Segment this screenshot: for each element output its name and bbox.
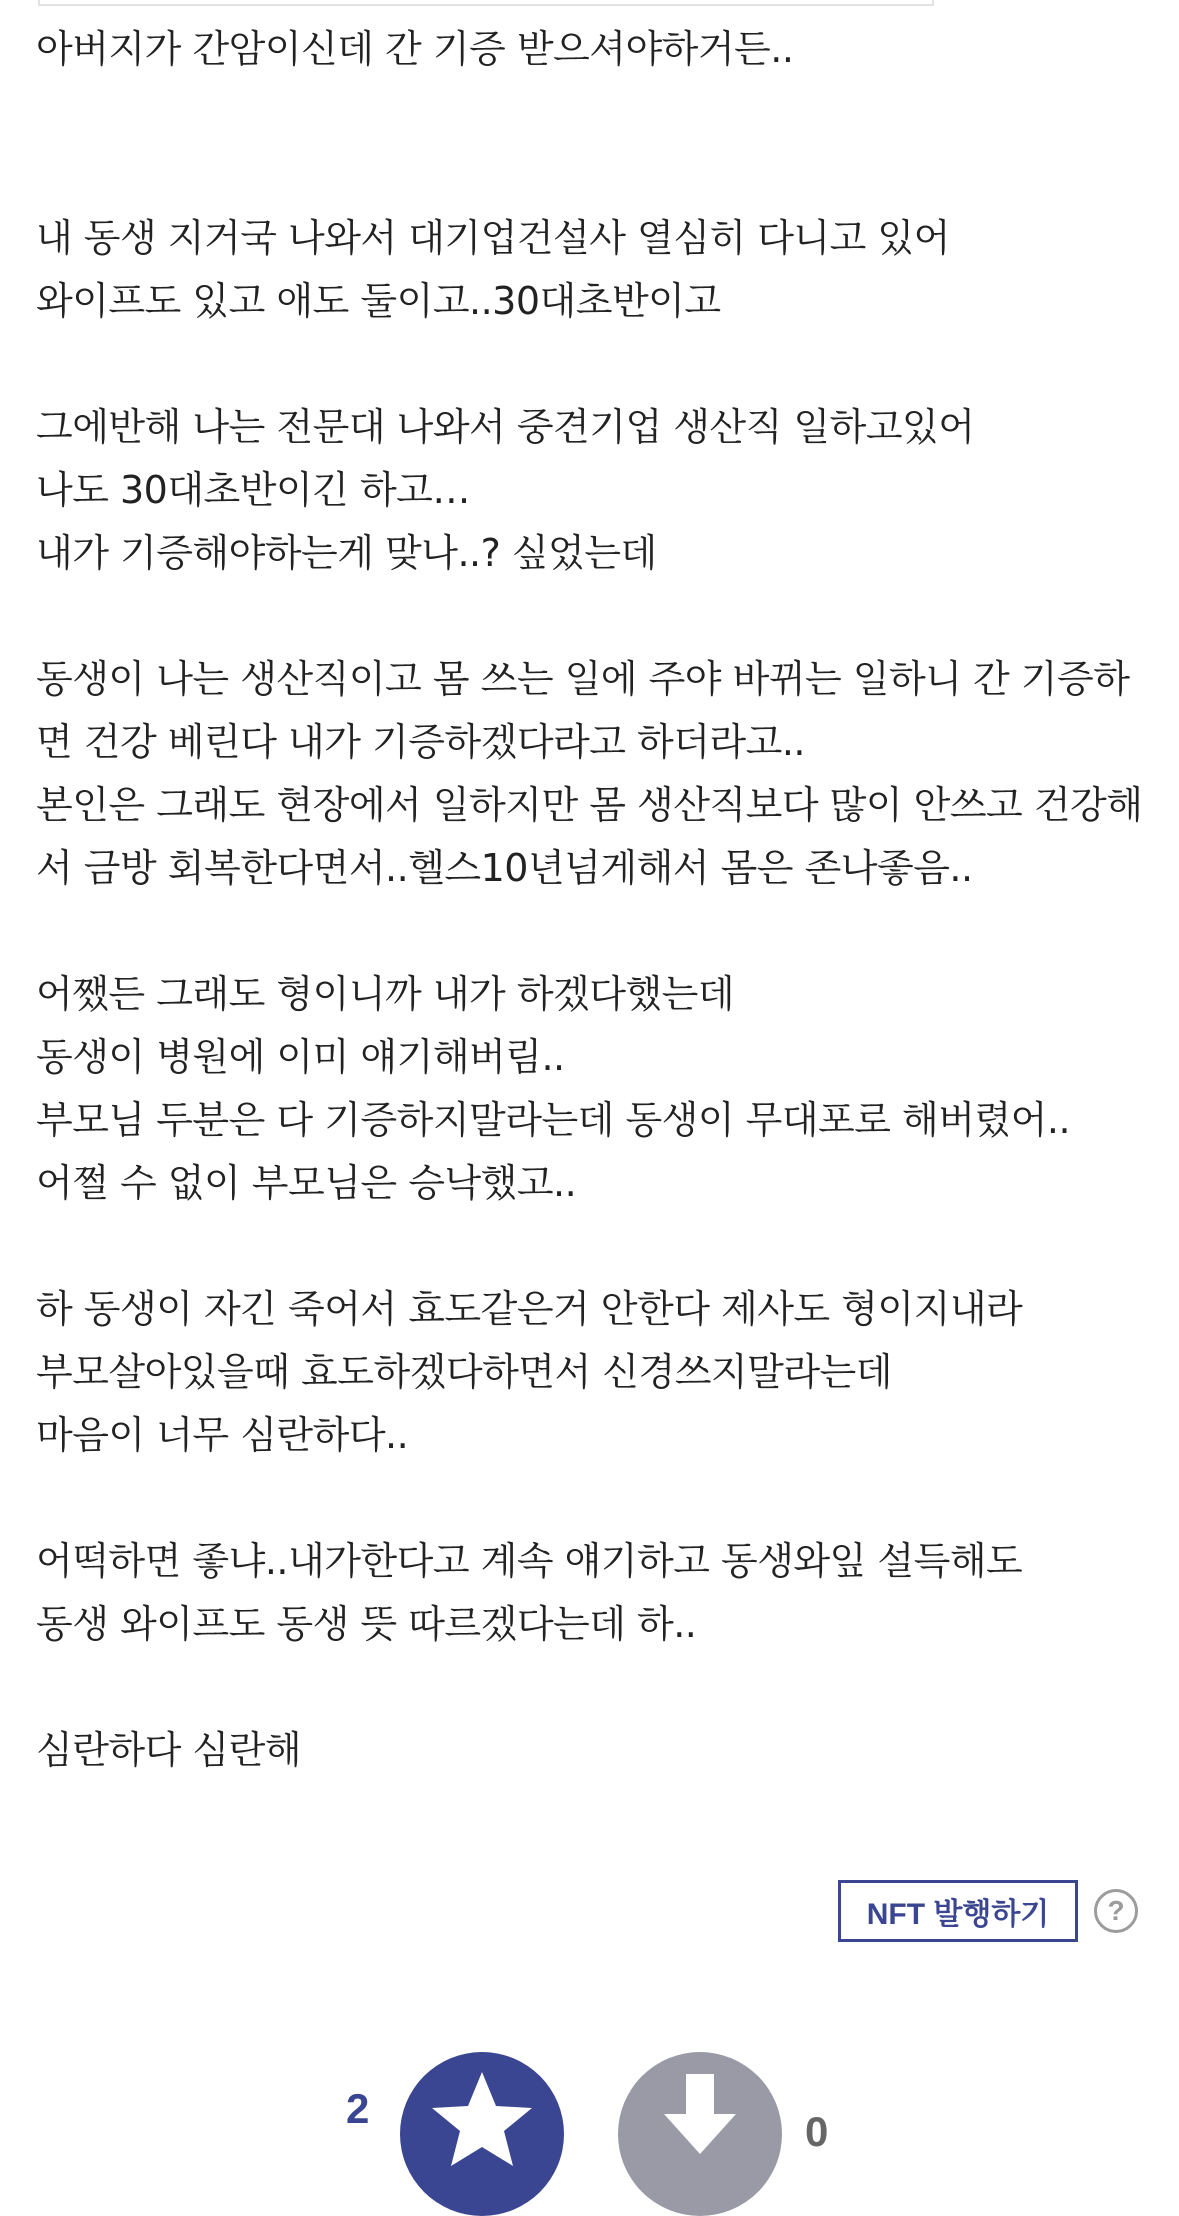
recommend-count: 2 xyxy=(346,2085,370,2132)
text-line: 면 건강 베린다 내가 기증하겠다라고 하더라고.. xyxy=(36,720,806,764)
nft-mint-button[interactable] xyxy=(838,1880,1078,1942)
downvote-count: 0 xyxy=(805,2108,829,2155)
text-line: 동생이 병원에 이미 얘기해버림.. xyxy=(36,1035,565,1079)
nft-mint-label: NFT 발행하기 xyxy=(866,1898,1050,1931)
downvote-button[interactable] xyxy=(618,2052,782,2216)
text-line: 부모살아있을때 효도하겠다하면서 신경쓰지말라는데 xyxy=(36,1350,892,1394)
text-line: 어쩔 수 없이 부모님은 승낙했고.. xyxy=(36,1161,577,1205)
text-line: 서 금방 회복한다면서..헬스10년넘게해서 몸은 존나좋음.. xyxy=(36,846,973,890)
help-circle-icon[interactable] xyxy=(1094,1889,1138,1933)
text-line: 와이프도 있고 애도 둘이고..30대초반이고 xyxy=(36,279,721,323)
recommend-button[interactable] xyxy=(400,2052,564,2216)
paragraph-6 xyxy=(36,1278,1161,1467)
text-line: 마음이 너무 심란하다.. xyxy=(36,1413,409,1457)
text-line: 그에반해 나는 전문대 나와서 중견기업 생산직 일하고있어 xyxy=(36,405,975,449)
star-icon xyxy=(400,2052,564,2216)
paragraph-8 xyxy=(36,1719,1161,1782)
paragraph-1 xyxy=(36,18,1161,81)
text-line: 동생 와이프도 동생 뜻 따르겠다는데 하.. xyxy=(36,1602,697,1646)
text-line: 나도 30대초반이긴 하고… xyxy=(36,468,470,512)
previous-content-box xyxy=(38,0,934,6)
text-line: 어떡하면 좋냐..내가한다고 계속 얘기하고 동생와잎 설득해도 xyxy=(36,1539,1023,1583)
text-line: 부모님 두분은 다 기증하지말라는데 동생이 무대포로 해버렸어.. xyxy=(36,1098,1071,1142)
article-body xyxy=(36,18,1161,1782)
paragraph-7 xyxy=(36,1530,1161,1656)
paragraph-5 xyxy=(36,963,1161,1215)
help-glyph: ? xyxy=(1107,1895,1125,1926)
text-line: 하 동생이 자긴 죽어서 효도같은거 안한다 제사도 형이지내라 xyxy=(36,1287,1023,1331)
text-line: 아버지가 간암이신데 간 기증 받으셔야하거든.. xyxy=(36,27,794,71)
text-line: 내 동생 지거국 나와서 대기업건설사 열심히 다니고 있어 xyxy=(36,216,950,260)
text-line: 본인은 그래도 현장에서 일하지만 몸 생산직보다 많이 안쓰고 건강해 xyxy=(36,783,1143,827)
paragraph-3 xyxy=(36,396,1161,585)
down-arrow-icon xyxy=(618,2052,782,2216)
paragraph-2 xyxy=(36,207,1161,333)
text-line: 내가 기증해야하는게 맞나..? 싶었는데 xyxy=(36,531,657,575)
text-line: 어쨌든 그래도 형이니까 내가 하겠다했는데 xyxy=(36,972,735,1016)
paragraph-4 xyxy=(36,648,1161,900)
text-line: 심란하다 심란해 xyxy=(36,1728,302,1772)
text-line: 동생이 나는 생산직이고 몸 쓰는 일에 주야 바뀌는 일하니 간 기증하 xyxy=(36,657,1130,701)
